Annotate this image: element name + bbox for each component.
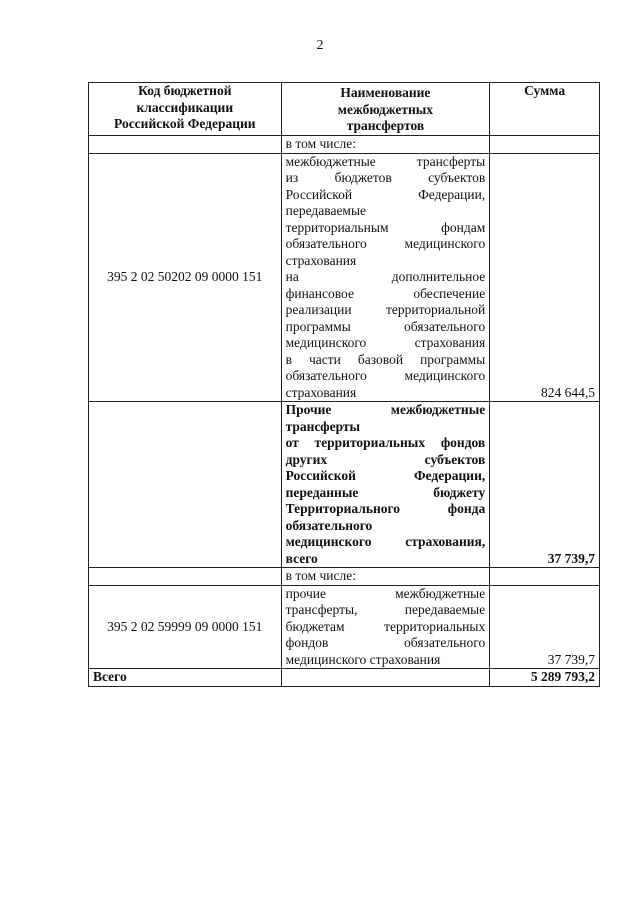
row-description-line: бюджетам территориальных bbox=[285, 618, 486, 634]
row-description-line: обязательного bbox=[285, 517, 373, 533]
row-code: 395 2 02 50202 09 0000 151 bbox=[89, 153, 282, 402]
row-description bbox=[281, 402, 490, 568]
header-name-line: Наименование bbox=[340, 85, 431, 100]
row-description bbox=[281, 153, 490, 402]
row-sum: 824 644,5 bbox=[490, 153, 600, 402]
row-description-line: территориальным фондам bbox=[285, 219, 486, 235]
row-code: 395 2 02 59999 09 0000 151 bbox=[89, 585, 282, 669]
row-description-line: Территориального фонда bbox=[285, 501, 486, 516]
row-description-line: реализации территориальной bbox=[285, 302, 486, 317]
row-note: в том числе: bbox=[281, 568, 490, 586]
row-description-line: страхования bbox=[285, 384, 357, 400]
total-label: Всего bbox=[89, 669, 282, 687]
header-sum: Сумма bbox=[490, 83, 600, 136]
row-description-line: медицинского страхования bbox=[285, 651, 441, 667]
header-code bbox=[89, 83, 282, 136]
total-sum: 5 289 793,2 bbox=[490, 669, 600, 687]
transfers-table bbox=[88, 82, 600, 687]
row-sum: 37 739,7 bbox=[490, 402, 600, 568]
row-code bbox=[89, 402, 282, 568]
header-code-line: Код бюджетной bbox=[138, 83, 232, 98]
row-description-line: межбюджетные трансферты bbox=[285, 153, 486, 169]
row-description-line: медицинского страхования bbox=[285, 335, 486, 350]
table-row bbox=[89, 153, 600, 402]
row-description-line: обязательного медицинского bbox=[285, 368, 486, 383]
table-row bbox=[89, 585, 600, 669]
row-description-line: обязательного медицинского bbox=[285, 236, 486, 251]
row-description-line: переданные бюджету bbox=[285, 484, 486, 500]
header-name-line: межбюджетных bbox=[337, 101, 434, 117]
header-code-line: Российской Федерации bbox=[114, 116, 256, 131]
header-name bbox=[281, 83, 490, 136]
table-row bbox=[89, 568, 600, 586]
row-description-line: из бюджетов субъектов bbox=[285, 170, 486, 185]
row-sum: 37 739,7 bbox=[490, 585, 600, 669]
row-description-line: программы обязательного bbox=[285, 318, 486, 334]
total-row bbox=[89, 669, 600, 687]
row-description-line: прочие межбюджетные bbox=[285, 585, 486, 601]
row-description-line: Прочие межбюджетные bbox=[285, 402, 486, 417]
table-header-row bbox=[89, 83, 600, 136]
row-description-line: медицинского страхования, bbox=[285, 534, 486, 549]
row-description-line: от территориальных фондов bbox=[285, 435, 486, 450]
table-row bbox=[89, 402, 600, 568]
table-row bbox=[89, 136, 600, 154]
row-description-line: на дополнительное bbox=[285, 269, 486, 284]
row-description-line: фондов обязательного bbox=[285, 635, 486, 650]
row-description-line: в части базовой программы bbox=[285, 351, 486, 367]
row-description-line: трансферты, передаваемые bbox=[285, 602, 486, 617]
header-name-line: трансфертов bbox=[346, 118, 425, 133]
row-description-line: других субъектов bbox=[285, 451, 486, 467]
row-note: в том числе: bbox=[281, 136, 490, 154]
row-description-line: страхования bbox=[285, 252, 357, 268]
row-description-line: трансферты bbox=[285, 418, 361, 434]
row-description bbox=[281, 585, 490, 669]
row-description-line: финансовое обеспечение bbox=[285, 285, 486, 301]
row-description-line: передаваемые bbox=[285, 203, 367, 218]
row-description-line: Российской Федерации, bbox=[285, 468, 486, 483]
row-description-line: Российской Федерации, bbox=[285, 186, 486, 202]
page-number: 2 bbox=[316, 38, 324, 53]
header-code-line: классификации bbox=[136, 99, 234, 115]
row-description-line: всего bbox=[285, 550, 318, 566]
